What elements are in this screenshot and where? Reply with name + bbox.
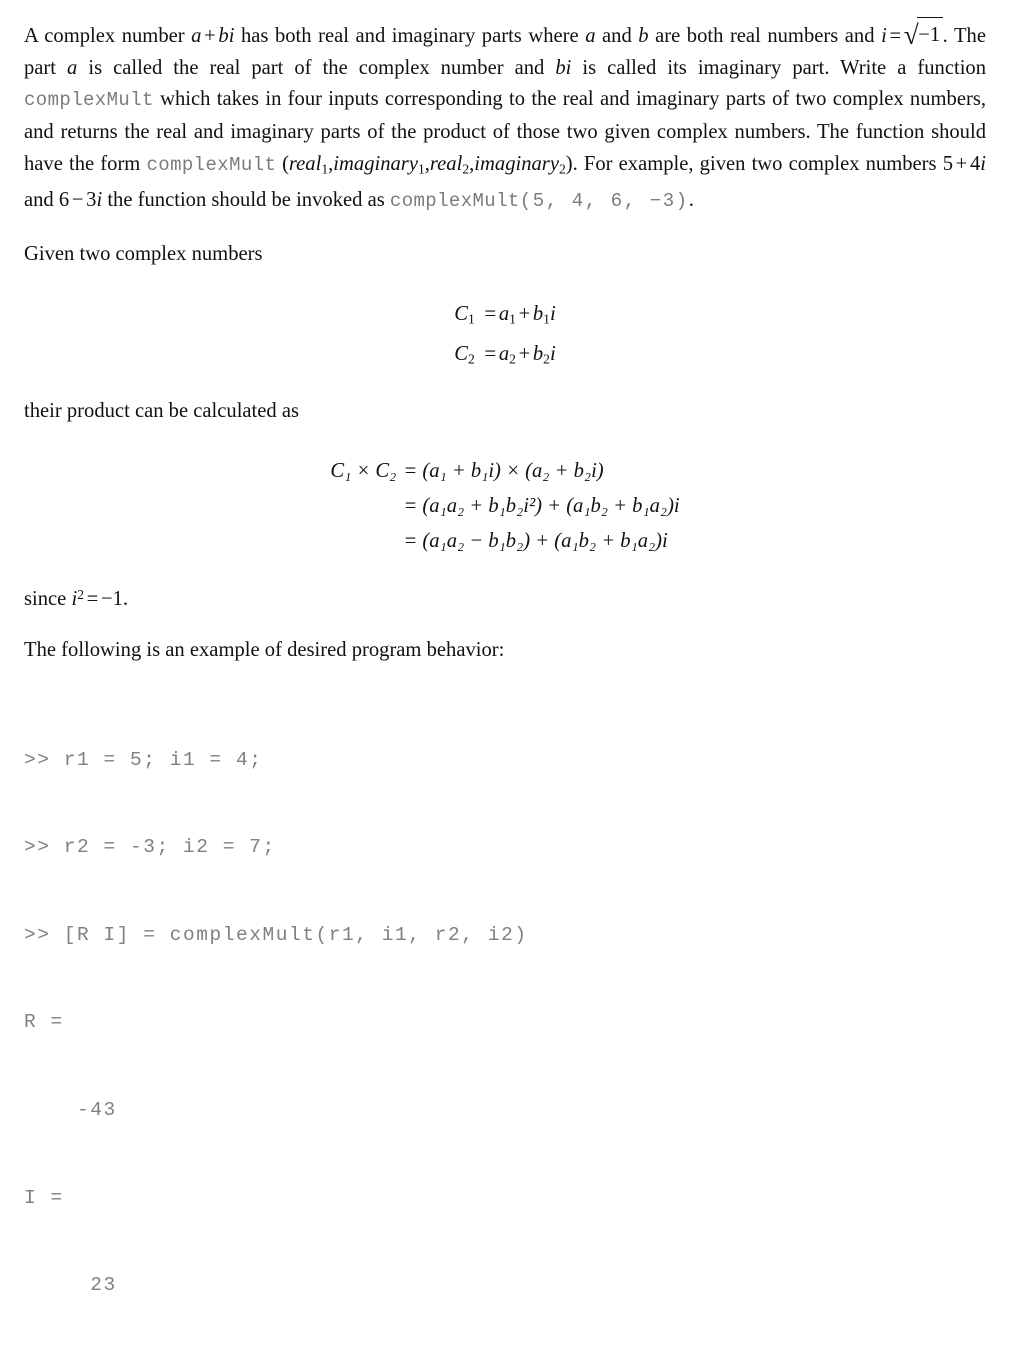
text-segment: is called the real part of the complex number and: [77, 56, 556, 79]
console-line: -43: [24, 1099, 117, 1121]
equation-lhs: $C_2$: [454, 342, 475, 366]
text-segment: . The part: [24, 24, 986, 79]
paragraph-product-intro: their product can be calculated as: [24, 399, 300, 422]
radical-icon: √−1: [904, 18, 943, 53]
inline-math-a: a: [585, 24, 596, 47]
paragraph-problem-statement: [24, 18, 986, 217]
equation-row: [454, 337, 555, 376]
console-transcript: [24, 687, 986, 1359]
equation-lhs: [330, 489, 403, 524]
equation-rhs: = $a_1 + b_1i$: [484, 303, 556, 327]
text-segment: which takes in four inputs corresponding to the real and imaginary parts of two complex numbers, and returns the real and imaginary parts of the product of those two given complex numbers. The function should have the form: [24, 88, 986, 175]
text-segment: .: [122, 587, 129, 610]
text-segment: and: [24, 188, 59, 211]
inline-math-six-minus-three-i: 6 − 3i: [58, 188, 103, 211]
inline-math-formal-parameters: (real$_1$,imaginary$_1$,real$_2$,imaginary$_2$): [282, 152, 573, 177]
equation-row: [454, 297, 555, 336]
text-segment: is called its imaginary part. Write a function: [571, 56, 987, 79]
console-line: 23: [24, 1274, 117, 1297]
equation-rows: [454, 297, 555, 376]
text-segment: has both real and imaginary parts where: [234, 24, 586, 47]
console-line: >> r1 = 5; i1 = 4;: [24, 748, 263, 771]
document-page: [24, 18, 986, 1359]
text-segment: the function should be invoked as: [102, 188, 390, 211]
inline-math-five-plus-four-i: 5 + 4i: [942, 152, 986, 175]
equation-row: [330, 524, 679, 559]
paragraph-example-intro: The following is an example of desired program behavior:: [24, 639, 505, 662]
inline-math-i-squared-equals-minus-one: $i^2 = -1$: [71, 586, 123, 610]
equation-row: [330, 454, 679, 489]
text-segment: since: [24, 587, 72, 610]
equation-rhs: = (a₁a₂ + b₁b₂i²) + (a₁b₂ + b₁a₂)i: [403, 494, 680, 517]
text-segment: . For example, given two complex numbers: [572, 152, 943, 175]
inline-code-complexmult-call: complexMult: [389, 189, 520, 212]
console-line: I =: [24, 1186, 64, 1209]
equation-rhs: = $a_2 + b_2i$: [484, 342, 556, 366]
equation-rhs: = (a₁a₂ − b₁b₂) + (a₁b₂ + b₁a₂)i: [403, 529, 668, 552]
equation-rows: [330, 454, 679, 559]
equation-block-derivation: [24, 454, 986, 559]
equation-block-definitions: [24, 297, 986, 376]
inline-math-bi: bi: [555, 56, 572, 79]
text-segment: are both real numbers and: [648, 24, 882, 47]
inline-code-complexmult-call-args: (5, 4, 6, −3): [519, 189, 689, 212]
paragraph-since: [24, 579, 986, 616]
console-line: R =: [24, 1011, 64, 1034]
inline-math-a-plus-bi: a + bi: [191, 24, 235, 47]
text-segment: and: [595, 24, 639, 47]
equation-lhs: C₁ × C₂: [330, 459, 397, 482]
equation-lhs: $C_1$: [454, 303, 475, 327]
console-line: >> [R I] = complexMult(r1, i1, r2, i2): [24, 923, 528, 946]
inline-math-i-equals-sqrt-minus-one: i =√−1: [881, 25, 943, 47]
text-segment: .: [688, 188, 694, 211]
equation-lhs: [330, 524, 403, 559]
inline-code-complexmult-signature: complexMult: [146, 153, 277, 176]
equation-rhs: = (a₁ + b₁i) × (a₂ + b₂i): [403, 459, 604, 482]
equation-row: [330, 489, 679, 524]
console-line: >> r2 = -3; i2 = 7;: [24, 836, 276, 859]
paragraph-given: Given two complex numbers: [24, 243, 263, 266]
text-segment: A complex number: [24, 24, 192, 47]
inline-code-complexmult: complexMult: [24, 89, 154, 112]
inline-math-a-2: a: [67, 56, 78, 79]
inline-math-b: b: [638, 24, 649, 47]
